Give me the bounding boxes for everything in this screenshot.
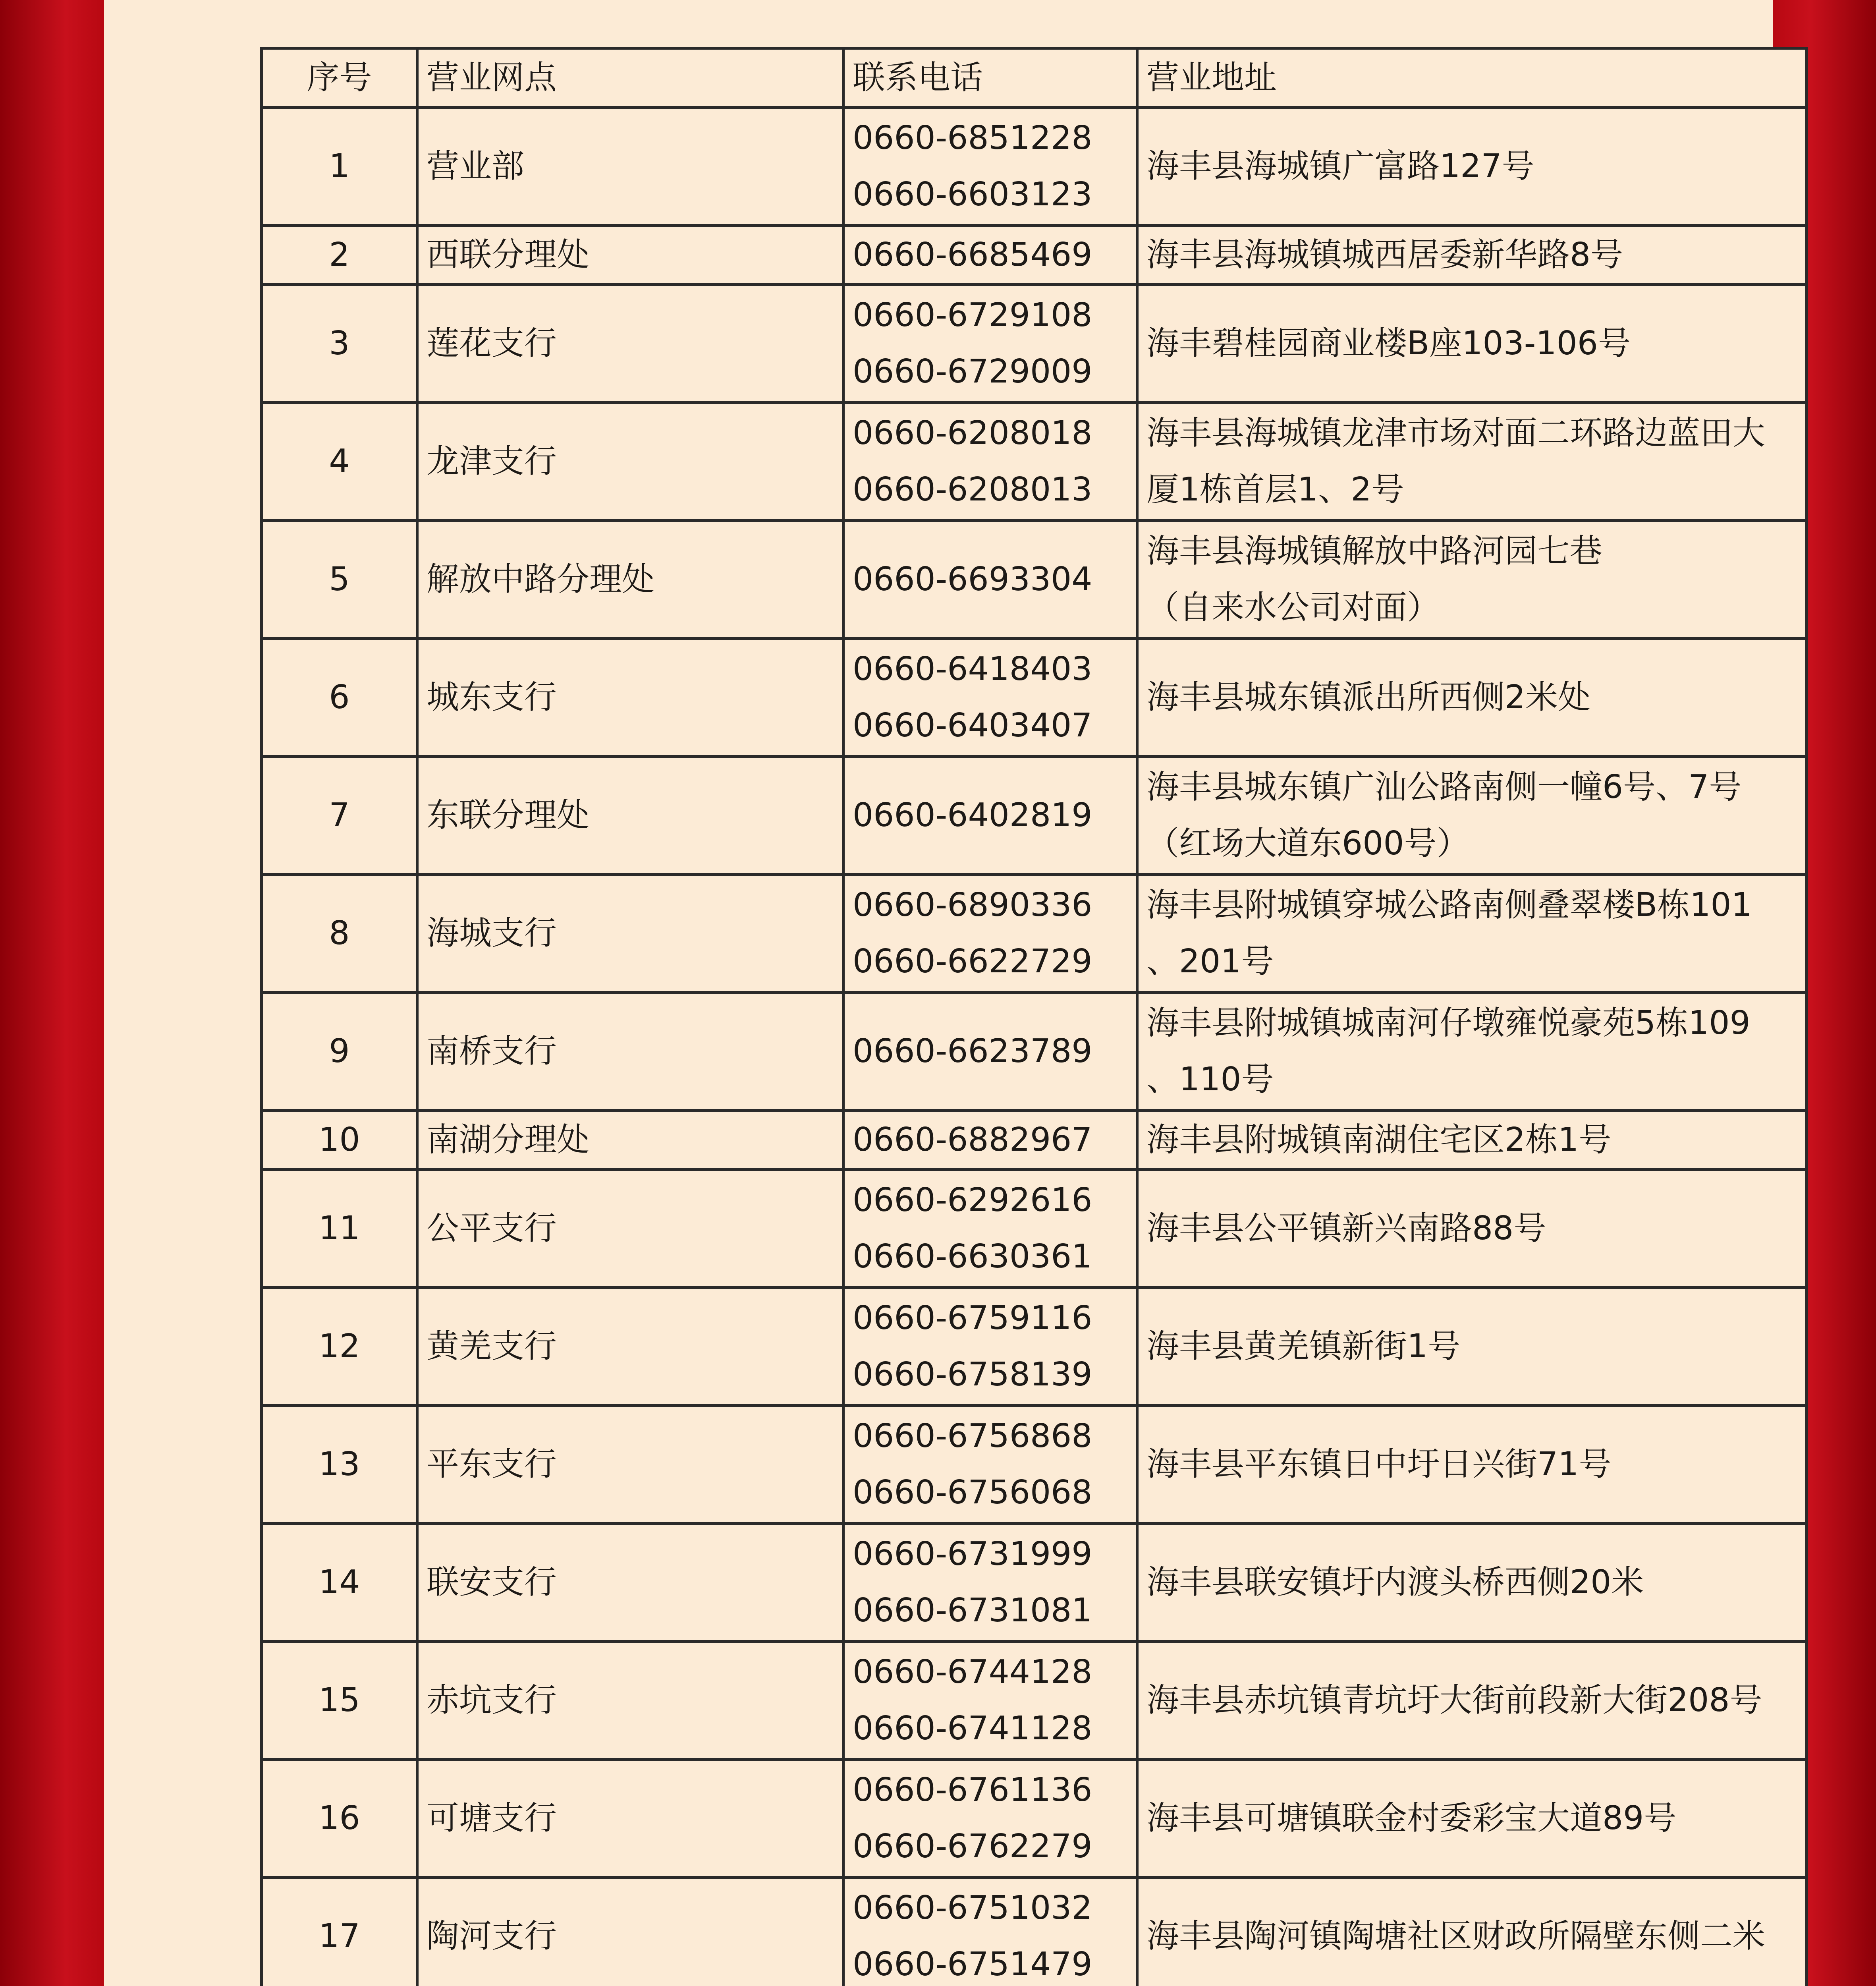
phone-number: 0660-6208018 [853,414,1092,452]
phone-cell [843,1170,1137,1288]
phone-number: 0660-6744128 [853,1653,1092,1691]
phone-number: 0660-6292616 [853,1181,1092,1219]
address-line: 厦1栋首层1、2号 [1146,471,1404,508]
address-cell [1137,1170,1807,1288]
phone-cell [843,108,1137,226]
table-row [262,1878,1807,1986]
row-index: 10 [262,1111,417,1170]
header-address: 营业地址 [1137,48,1807,108]
branch-name: 赤坑支行 [417,1642,843,1760]
address-cell [1137,757,1807,875]
branch-name: 南桥支行 [417,993,843,1111]
table-row [262,639,1807,757]
address-cell [1137,226,1807,285]
phone-number: 0660-6851228 [853,119,1092,157]
table-row [262,285,1807,403]
phone-number: 0660-6603123 [853,176,1092,213]
phone-number: 0660-6418403 [853,650,1092,688]
phone-number: 0660-6729108 [853,296,1092,334]
address-line: 海丰县海城镇龙津市场对面二环路边蓝田大 [1146,414,1766,452]
branch-name: 联安支行 [417,1524,843,1642]
row-index: 9 [262,993,417,1111]
address-line: 海丰县海城镇广富路127号 [1146,147,1534,185]
phone-cell [843,1406,1137,1524]
address-line: 海丰县可塘镇联金村委彩宝大道89号 [1146,1799,1677,1837]
phone-cell [843,1760,1137,1878]
phone-cell [843,226,1137,285]
row-index: 3 [262,285,417,403]
table-body [262,108,1807,1986]
address-cell [1137,1524,1807,1642]
branch-table [260,47,1808,1986]
branch-name: 海城支行 [417,875,843,993]
phone-number: 0660-6762279 [853,1828,1092,1865]
address-cell [1137,993,1807,1111]
phone-number: 0660-6890336 [853,886,1092,924]
content-panel [104,0,1773,1986]
address-line: 海丰县赤坑镇青坑圩大街前段新大街208号 [1146,1681,1762,1719]
row-index: 13 [262,1406,417,1524]
phone-number: 0660-6751479 [853,1945,1092,1983]
phone-cell [843,403,1137,521]
phone-cell [843,875,1137,993]
phone-number: 0660-6685469 [853,236,1092,274]
branch-name: 解放中路分理处 [417,521,843,639]
table-row [262,1288,1807,1406]
table-row [262,1642,1807,1760]
table-row [262,875,1807,993]
header-index: 序号 [262,48,417,108]
phone-number: 0660-6622729 [853,943,1092,980]
phone-number: 0660-6756868 [853,1417,1092,1455]
branch-name: 陶河支行 [417,1878,843,1986]
branch-name: 营业部 [417,108,843,226]
table-row [262,993,1807,1111]
address-cell [1137,1111,1807,1170]
address-cell [1137,1288,1807,1406]
table-row [262,521,1807,639]
phone-number: 0660-6731081 [853,1592,1092,1629]
header-branch: 营业网点 [417,48,843,108]
row-index: 12 [262,1288,417,1406]
branch-name: 南湖分理处 [417,1111,843,1170]
address-line: 海丰县附城镇南湖住宅区2栋1号 [1146,1121,1612,1159]
table-row [262,226,1807,285]
address-line: 海丰县附城镇穿城公路南侧叠翠楼B栋101 [1146,886,1752,924]
branch-name: 平东支行 [417,1406,843,1524]
row-index: 8 [262,875,417,993]
branch-name: 龙津支行 [417,403,843,521]
address-cell [1137,403,1807,521]
address-cell [1137,875,1807,993]
phone-number: 0660-6761136 [853,1771,1092,1809]
phone-number: 0660-6741128 [853,1710,1092,1747]
address-line: 海丰县城东镇广汕公路南侧一幢6号、7号 [1146,768,1742,806]
phone-cell [843,1288,1137,1406]
phone-cell [843,757,1137,875]
row-index: 1 [262,108,417,226]
phone-number: 0660-6756068 [853,1474,1092,1511]
address-line: 、201号 [1146,943,1274,980]
row-index: 7 [262,757,417,875]
row-index: 6 [262,639,417,757]
address-line: 海丰县公平镇新兴南路88号 [1146,1209,1546,1247]
phone-cell [843,285,1137,403]
address-line: 海丰县城东镇派出所西侧2米处 [1146,678,1591,716]
branch-name: 莲花支行 [417,285,843,403]
row-index: 11 [262,1170,417,1288]
address-line: 海丰县黄羌镇新街1号 [1146,1327,1461,1365]
branch-name: 黄羌支行 [417,1288,843,1406]
phone-number: 0660-6208013 [853,471,1092,508]
table-row [262,1760,1807,1878]
phone-cell [843,993,1137,1111]
row-index: 4 [262,403,417,521]
phone-number: 0660-6630361 [853,1238,1092,1275]
address-line: 海丰县附城镇城南河仔墩雍悦豪苑5栋109 [1146,1004,1751,1042]
address-cell [1137,1878,1807,1986]
table-row [262,1111,1807,1170]
phone-number: 0660-6403407 [853,707,1092,744]
phone-number: 0660-6751032 [853,1889,1092,1927]
address-line: （自来水公司对面） [1146,589,1440,626]
address-cell [1137,521,1807,639]
address-cell [1137,639,1807,757]
phone-cell [843,1642,1137,1760]
phone-number: 0660-6623789 [853,1032,1092,1070]
phone-number: 0660-6731999 [853,1535,1092,1573]
address-cell [1137,285,1807,403]
phone-number: 0660-6729009 [853,353,1092,390]
address-line: 海丰县联安镇圩内渡头桥西侧20米 [1146,1563,1644,1601]
branch-name: 东联分理处 [417,757,843,875]
table-header-row [262,48,1807,108]
address-line: 海丰碧桂园商业楼B座103-106号 [1146,325,1631,362]
phone-cell [843,639,1137,757]
table-row [262,1524,1807,1642]
table-row [262,403,1807,521]
header-phone: 联系电话 [843,48,1137,108]
phone-cell [843,1111,1137,1170]
row-index: 14 [262,1524,417,1642]
address-line: （红场大道东600号） [1146,825,1469,862]
address-line: 海丰县海城镇城西居委新华路8号 [1146,236,1623,274]
address-line: 海丰县海城镇解放中路河园七巷 [1146,532,1603,570]
row-index: 2 [262,226,417,285]
address-line: 海丰县平东镇日中圩日兴街71号 [1146,1445,1612,1483]
address-line: 海丰县陶河镇陶塘社区财政所隔壁东侧二米 [1146,1917,1766,1955]
table-row [262,108,1807,226]
branch-name: 城东支行 [417,639,843,757]
phone-number: 0660-6693304 [853,560,1092,598]
phone-cell [843,521,1137,639]
branch-name: 可塘支行 [417,1760,843,1878]
address-cell [1137,1760,1807,1878]
row-index: 15 [262,1642,417,1760]
phone-number: 0660-6758139 [853,1356,1092,1393]
phone-number: 0660-6402819 [853,796,1092,834]
phone-number: 0660-6882967 [853,1121,1092,1159]
phone-cell [843,1524,1137,1642]
row-index: 16 [262,1760,417,1878]
address-cell [1137,108,1807,226]
address-line: 、110号 [1146,1061,1274,1098]
address-cell [1137,1406,1807,1524]
table-row [262,757,1807,875]
phone-cell [843,1878,1137,1986]
table-row [262,1170,1807,1288]
row-index: 5 [262,521,417,639]
address-cell [1137,1642,1807,1760]
phone-number: 0660-6759116 [853,1299,1092,1337]
row-index: 17 [262,1878,417,1986]
branch-name: 西联分理处 [417,226,843,285]
table-row [262,1406,1807,1524]
branch-name: 公平支行 [417,1170,843,1288]
